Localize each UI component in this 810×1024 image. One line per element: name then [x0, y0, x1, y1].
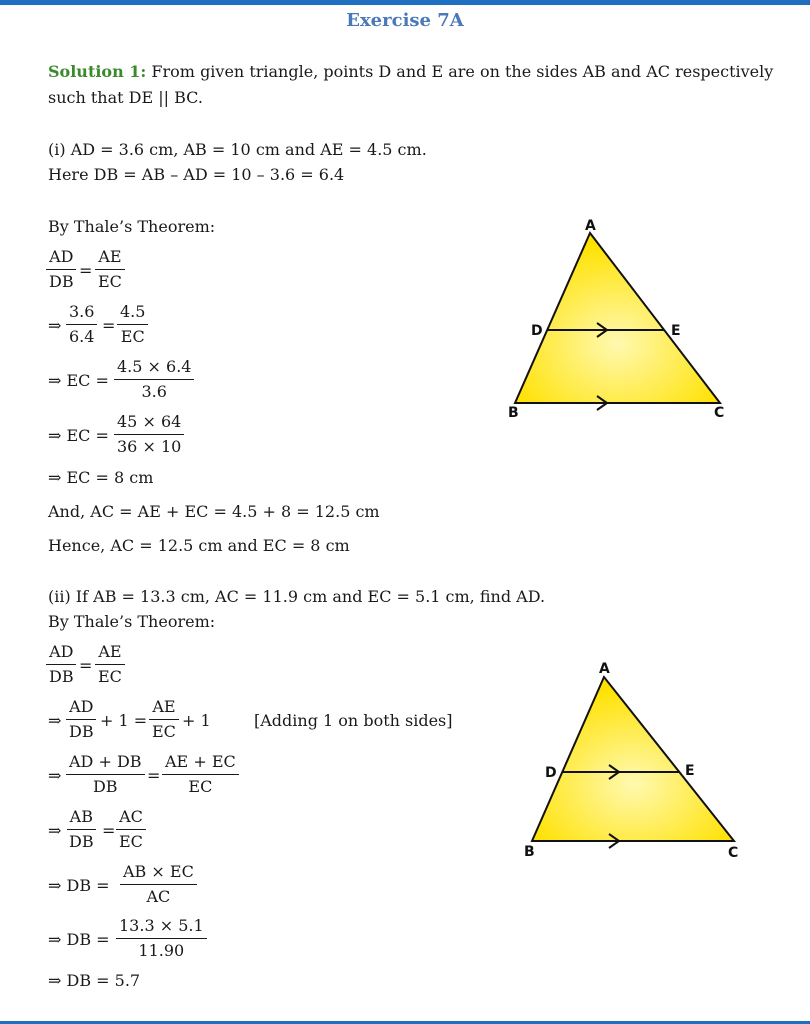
solution-label: Solution 1: — [48, 62, 147, 81]
part1-db-line: Here DB = AB – AD = 10 – 3.6 = 6.4 — [48, 165, 345, 184]
fraction: $\frac{AE}{EC}$ — [95, 247, 125, 292]
equals-sign: = — [102, 821, 116, 840]
triangle-figure-2 — [520, 657, 755, 862]
equation-lhs: ⇒ DB = — [48, 930, 110, 949]
intro-line-1 — [48, 62, 773, 82]
fraction: $\frac{AE}{EC}$ — [149, 697, 179, 742]
part1-hence: Hence, AC = 12.5 cm and EC = 8 cm — [48, 536, 350, 555]
fraction: $\frac{AD}{DB}$ — [46, 247, 77, 292]
fraction: $\frac{AB \times EC}{AC}$ — [120, 862, 197, 907]
vertex-label-a: A — [599, 661, 610, 677]
implies-symbol: ⇒ — [48, 821, 62, 840]
vertex-label-a: A — [585, 218, 596, 234]
vertex-label-b: B — [508, 405, 519, 421]
fraction: $\frac{13.3 \times 5.1}{11.90}$ — [116, 916, 207, 961]
note: [Adding 1 on both sides] — [254, 711, 453, 730]
vertex-label-c: C — [714, 405, 725, 421]
fraction: $\frac{AD}{DB}$ — [46, 642, 77, 687]
equation-lhs: ⇒ EC = — [48, 371, 109, 390]
part1-given: (i) AD = 3.6 cm, AB = 10 cm and AE = 4.5 cm. — [48, 140, 427, 159]
implies-symbol: ⇒ — [48, 711, 62, 730]
fraction: $\frac{AB}{DB}$ — [66, 807, 97, 852]
fraction: $\frac{4.5 \times 6.4}{3.6}$ — [114, 357, 194, 402]
part1-result-ec: ⇒ EC = 8 cm — [48, 468, 154, 487]
part1-thales: By Thale’s Theorem: — [48, 217, 216, 236]
equals-sign: = — [102, 316, 116, 335]
top-border — [0, 0, 810, 5]
fraction: $\frac{3.6}{6.4}$ — [66, 302, 97, 347]
vertex-label-b: B — [524, 844, 535, 860]
vertex-label-c: C — [728, 845, 739, 861]
equation-lhs: ⇒ DB = — [48, 876, 110, 895]
equation-lhs: ⇒ EC = — [48, 426, 109, 445]
vertex-label-d: D — [531, 323, 543, 339]
part1-ac-line: And, AC = AE + EC = 4.5 + 8 = 12.5 cm — [48, 502, 380, 521]
fraction: $\frac{AD}{DB}$ — [66, 697, 97, 742]
part2-thales: By Thale’s Theorem: — [48, 612, 216, 631]
equals-sign: = — [79, 656, 93, 675]
implies-symbol: ⇒ — [48, 316, 62, 335]
fraction: $\frac{4.5}{EC}$ — [117, 302, 148, 347]
triangle-figure-1 — [500, 218, 740, 423]
implies-symbol: ⇒ — [48, 766, 62, 785]
fraction: $\frac{AE + EC}{EC}$ — [162, 752, 239, 797]
equals-sign: = — [79, 261, 93, 280]
fraction: $\frac{AE}{EC}$ — [95, 642, 125, 687]
vertex-label-d: D — [545, 765, 557, 781]
plus-one: + 1 = — [100, 711, 148, 730]
part2-result-db: ⇒ DB = 5.7 — [48, 971, 141, 990]
fraction: $\frac{AC}{EC}$ — [116, 807, 146, 852]
fraction: $\frac{AD + DB}{DB}$ — [66, 752, 145, 797]
page-title: Exercise 7A — [346, 10, 464, 31]
intro-text: From given triangle, points D and E are on the sides AB and AC respectively — [151, 62, 774, 81]
intro-line-2: such that DE || BC. — [48, 88, 203, 107]
triangle-shape — [532, 677, 734, 841]
fraction: $\frac{45 \times 64}{36 \times 10}$ — [114, 412, 184, 457]
plus-one: + 1 — [182, 711, 211, 730]
equals-sign: = — [147, 766, 161, 785]
triangle-shape — [515, 233, 720, 403]
vertex-label-e: E — [685, 763, 695, 779]
vertex-label-e: E — [671, 323, 681, 339]
part2-given: (ii) If AB = 13.3 cm, AC = 11.9 cm and EC = 5.1 cm, find AD. — [48, 587, 546, 606]
